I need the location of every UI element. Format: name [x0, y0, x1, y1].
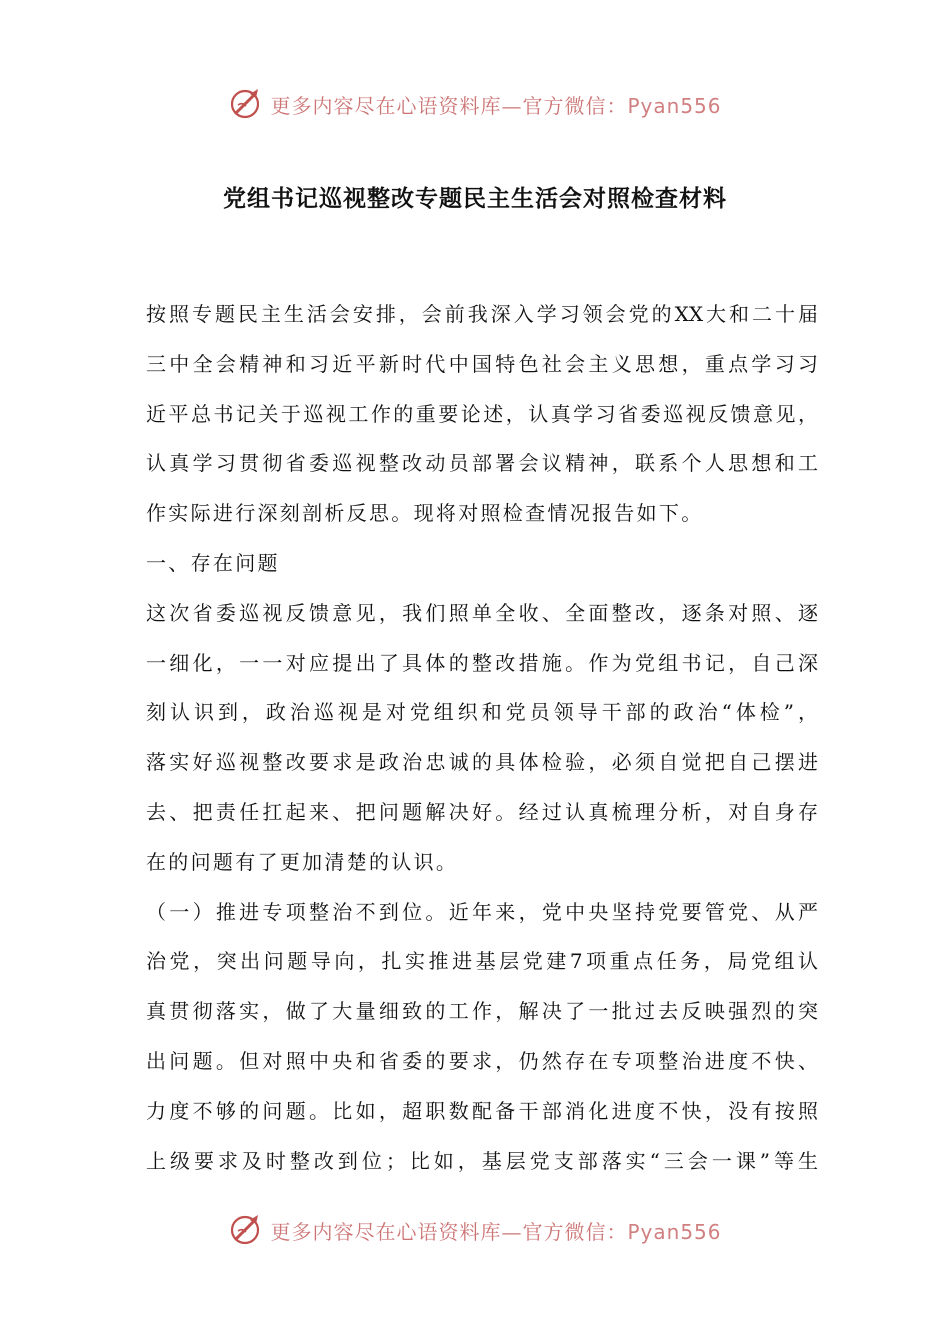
section-heading: 一、存在问题 — [146, 550, 280, 575]
body-line: 这次省委巡视反馈意见，我们照单全收、全面整改，逐条对照、逐 — [146, 600, 818, 625]
body-line: 力度不够的问题。比如，超职数配备干部消化进度不快，没有按照 — [146, 1098, 818, 1123]
body-line: 近平总书记关于巡视工作的重要论述，认真学习省委巡视反馈意见， — [146, 401, 818, 426]
body-line: （一）推进专项整治不到位。近年来，党中央坚持党要管党、从严 — [146, 899, 818, 924]
pen-logo-icon — [228, 1212, 264, 1248]
header-watermark-text: 更多内容尽在心语资料库—官方微信：Pyan556 — [270, 93, 722, 118]
document-body — [146, 290, 818, 1186]
body-line: 认真学习贯彻省委巡视整改动员部署会议精神，联系个人思想和工 — [146, 451, 818, 476]
wechat-id: Pyan556 — [627, 93, 722, 118]
body-line: 落实好巡视整改要求是政治忠诚的具体检验，必须自觉把自己摆进 — [146, 750, 818, 775]
body-line: 真贯彻落实，做了大量细致的工作，解决了一批过去反映强烈的突 — [146, 999, 818, 1024]
body-line: 出问题。但对照中央和省委的要求，仍然存在专项整治进度不快、 — [146, 1048, 818, 1073]
document-title: 党组书记巡视整改专题民主生活会对照检查材料 — [223, 186, 727, 212]
body-line: 一细化，一一对应提出了具体的整改措施。作为党组书记，自己深 — [146, 650, 818, 675]
body-line: 刻认识到，政治巡视是对党组织和党员领导干部的政治“体检”， — [146, 700, 818, 725]
pen-logo-icon — [228, 86, 264, 122]
body-line: 去、把责任扛起来、把问题解决好。经过认真梳理分析，对自身存 — [146, 799, 818, 824]
body-line: 作实际进行深刻剖析反思。现将对照检查情况报告如下。 — [146, 501, 704, 526]
footer-watermark-banner — [0, 1210, 950, 1250]
body-line: 上级要求及时整改到位；比如，基层党支部落实“三会一课”等生 — [146, 1148, 818, 1173]
footer-watermark-text: 更多内容尽在心语资料库—官方微信：Pyan556 — [270, 1219, 722, 1244]
body-line: 在的问题有了更加清楚的认识。 — [146, 849, 459, 874]
body-line: 治党，突出问题导向，扎实推进基层党建7项重点任务，局党组认 — [146, 949, 818, 974]
header-watermark-banner — [0, 84, 950, 124]
wechat-id: Pyan556 — [627, 1219, 722, 1244]
body-line: 按照专题民主生活会安排，会前我深入学习领会党的XX大和二十届 — [146, 302, 818, 326]
body-line: 三中全会精神和习近平新时代中国特色社会主义思想，重点学习习 — [146, 351, 818, 376]
